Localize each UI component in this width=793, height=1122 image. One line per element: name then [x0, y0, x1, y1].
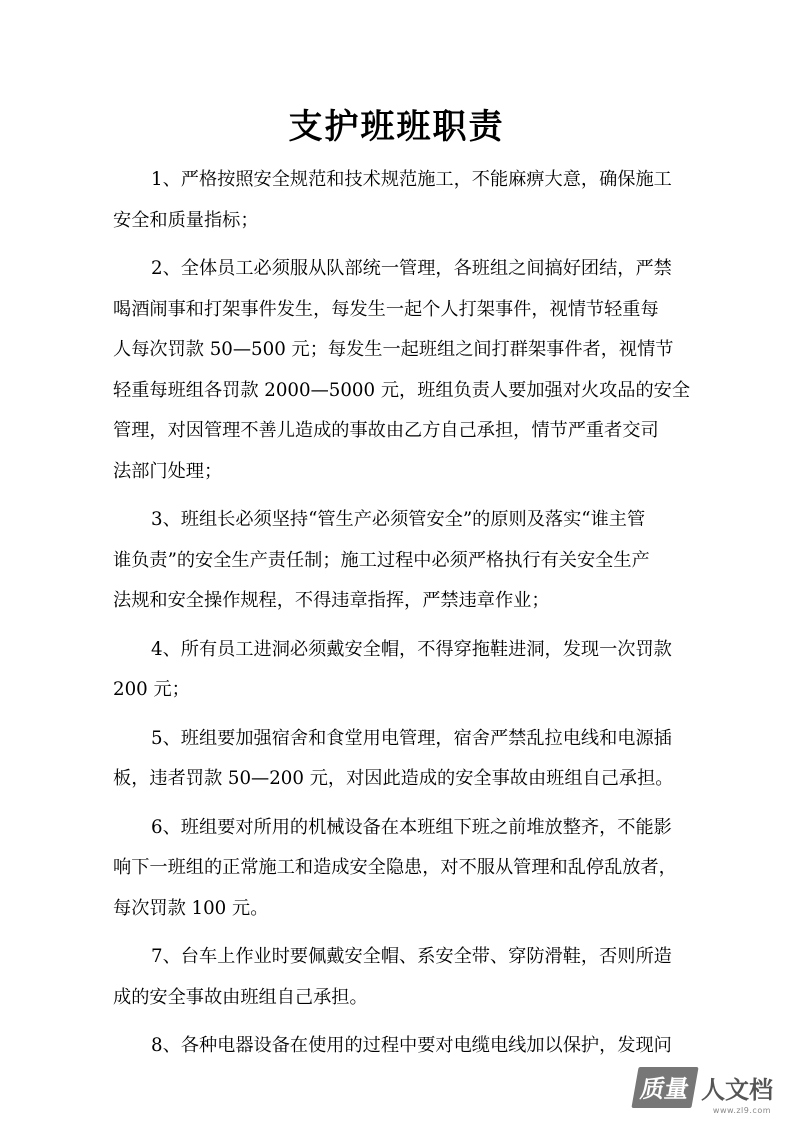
- watermark-badge: 质量: [631, 1067, 698, 1108]
- paragraph-line: 喝酒闹事和打架事件发生，每发生一起个人打架事件，视情节轻重每: [113, 298, 659, 320]
- paragraph-line: 200 元；: [113, 679, 190, 700]
- paragraph-line: 法部门处理；: [113, 460, 223, 482]
- document-title: 支护班班职责: [288, 107, 505, 147]
- paragraph-line: 每次罚款 100 元。: [113, 897, 269, 919]
- paragraph-line: 轻重每班组各罚款 2000—5000 元，班组负责人要加强对火攻品的安全: [113, 379, 691, 401]
- paragraph-line: 6、班组要对所用的机械设备在本班组下班之前堆放整齐，不能影: [151, 816, 672, 838]
- paragraph-4: [113, 630, 683, 711]
- paragraph-line: 管理，对因管理不善儿造成的事故由乙方自己承担，情节严重者交司: [113, 420, 659, 441]
- paragraph-line: 人每次罚款 50—500 元；每发生一起班组之间打群架事件者，视情节: [113, 339, 674, 360]
- paragraph-1: [113, 160, 683, 241]
- paragraph-line: 4、所有员工进洞必须戴安全帽，不得穿拖鞋进洞，发现一次罚款: [151, 638, 672, 660]
- paragraph-line: 板，违者罚款 50—200 元，对因此造成的安全事故由班组自己承担。: [113, 768, 674, 789]
- paragraph-line: 谁负责”的安全生产责任制；施工过程中必须严格执行有关安全生产: [113, 549, 650, 571]
- paragraph-line: 3、班组长必须坚持“管生产必须管安全”的原则及落实“谁主管: [151, 509, 646, 530]
- document-body: [113, 160, 691, 1075]
- paragraph-line: 响下一班组的正常施工和造成安全隐患，对不服从管理和乱停乱放者，: [113, 857, 677, 878]
- paragraph-line: 7、台车上作业时要佩戴安全帽、系安全带、穿防滑鞋，否则所造: [151, 946, 672, 967]
- watermark-logo: [635, 1064, 773, 1115]
- paragraph-line: 成的安全事故由班组自己承担。: [113, 986, 368, 1008]
- paragraph-5: [113, 719, 683, 800]
- paragraph-8: [113, 1026, 683, 1067]
- watermark-text: [701, 1070, 773, 1115]
- paragraph-3: [113, 500, 683, 622]
- paragraph-line: 8、各种电器设备在使用的过程中要对电缆电线加以保护，发现问: [151, 1035, 672, 1056]
- watermark-url: www.zl9.com: [712, 1105, 771, 1115]
- paragraph-6: [113, 808, 683, 930]
- watermark-text-label: 人文档: [701, 1075, 773, 1104]
- paragraph-2: [113, 249, 691, 492]
- paragraph-line: 1、严格按照安全规范和技术规范施工，不能麻痹大意，确保施工: [151, 169, 672, 190]
- paragraph-line: 安全和质量指标；: [113, 209, 259, 231]
- paragraph-7: [113, 937, 683, 1018]
- paragraph-line: 法规和安全操作规程，不得违章指挥，严禁违章作业；: [113, 590, 550, 611]
- paragraph-line: 5、班组要加强宿舍和食堂用电管理，宿舍严禁乱拉电线和电源插: [151, 727, 672, 749]
- paragraph-line: 2、全体员工必须服从队部统一管理，各班组之间搞好团结，严禁: [151, 258, 672, 279]
